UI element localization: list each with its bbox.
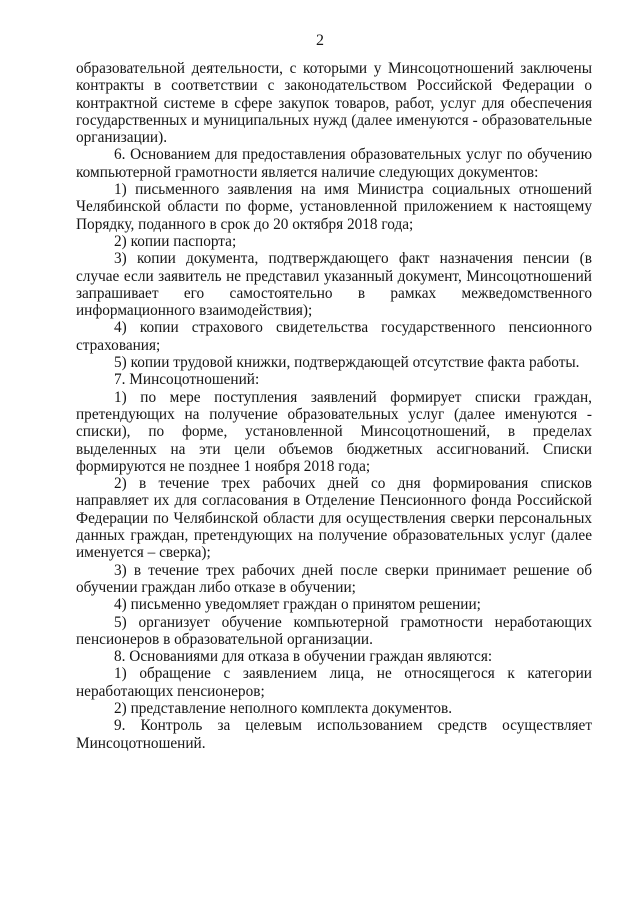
- paragraph-7-item-3: 3) в течение трех рабочих дней после сверки принимает решение об обучении граждан либо отказе в обучении;: [76, 561, 592, 596]
- paragraph-6-item-3: 3) копии документа, подтверждающего факт назначения пенсии (в случае если заявитель не представил указанный документ, Минсоцотношений запрашивает его самостоятельно в рамках межведомственного информационного взаимодействия);: [76, 250, 592, 320]
- paragraph-8-item-1: 1) обращение с заявлением лица, не относящегося к категории неработающих пенсионеров;: [76, 665, 592, 700]
- paragraph-6-item-2: 2) копии паспорта;: [114, 232, 237, 250]
- paragraph-section-7: 7. Минсоцотношений:: [114, 371, 260, 389]
- paragraph-6-item-1: 1) письменного заявления на имя Министра социальных отношений Челябинской области по форме, установленной приложением к настоящему Порядку, поданного в срок до 20 октября 2018 года;: [76, 181, 592, 233]
- paragraph-8-item-2: 2) представление неполного комплекта документов.: [114, 699, 453, 717]
- paragraph-7-item-1: 1) по мере поступления заявлений формирует списки граждан, претендующих на получение образовательных услуг (далее именуются - списки), по форме, установленной Минсоцотношений, в пределах выделенных на эти цели объемов бюджетных ассигнований. Списки формируются не позднее 1 ноября 2018 года;: [76, 388, 592, 475]
- paragraph-7-item-4: 4) письменно уведомляет граждан о принятом решении;: [114, 596, 481, 614]
- paragraph-section-8: 8. Основаниями для отказа в обучении граждан являются:: [114, 648, 493, 666]
- paragraph-section-6: 6. Основанием для предоставления образовательных услуг по обучению компьютерной грамотности является наличие следующих документов:: [76, 146, 592, 181]
- paragraph-7-item-5: 5) организует обучение компьютерной грамотности неработающих пенсионеров в образовательной организации.: [76, 613, 592, 648]
- paragraph-section-9: 9. Контроль за целевым использованием средств осуществляет Минсоцотношений.: [76, 717, 592, 752]
- paragraph-6-item-5: 5) копии трудовой книжки, подтверждающей отсутствие факта работы.: [114, 354, 580, 372]
- document-body: [76, 60, 592, 752]
- page-number: 2: [316, 32, 324, 49]
- paragraph-6-item-4: 4) копии страхового свидетельства государственного пенсионного страхования;: [76, 319, 592, 354]
- paragraph-7-item-2: 2) в течение трех рабочих дней со дня формирования списков направляет их для согласования в Отделение Пенсионного фонда Российской Федерации по Челябинской области для осуществления сверки персональных данных граждан, претендующих на получение образовательных услуг (далее именуется – сверка);: [76, 475, 592, 562]
- paragraph-continuation: образовательной деятельности, с которыми у Минсоцотношений заключены контракты в соответствии с законодательством Российской Федерации о контрактной системе в сфере закупок товаров, работ, услуг для обеспечения государственных и муниципальных нужд (далее именуются - образовательные организации).: [76, 60, 592, 147]
